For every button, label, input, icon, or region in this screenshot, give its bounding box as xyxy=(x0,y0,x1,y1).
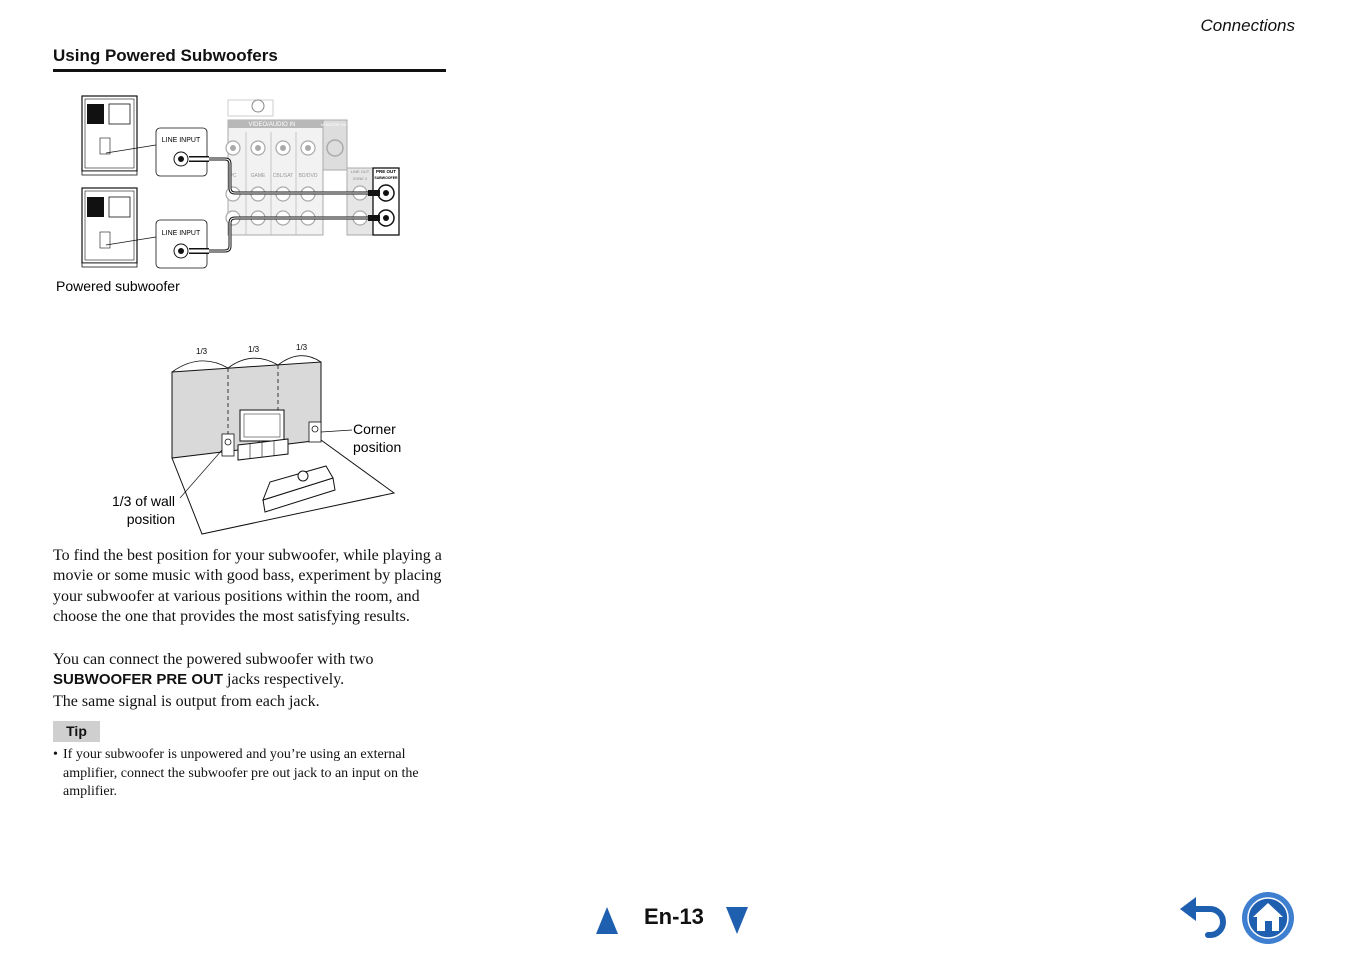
fraction-label-3: 1/3 xyxy=(296,343,308,352)
previous-page-arrow-icon[interactable] xyxy=(596,907,618,934)
line-input-label: LINE INPUT xyxy=(161,230,201,237)
line-input-callout-2 xyxy=(156,220,207,268)
powered-subwoofer-1 xyxy=(82,96,137,175)
receiver-rear-panel xyxy=(226,100,399,235)
section-header: Connections xyxy=(1200,16,1295,35)
subwoofer-wall-position xyxy=(222,434,234,456)
tip-note xyxy=(53,746,448,802)
line-input-callout-1 xyxy=(156,128,207,176)
back-arrow-icon[interactable] xyxy=(1178,895,1230,939)
paragraph-connection xyxy=(53,650,448,691)
corner-label-line1: Corner xyxy=(353,421,396,437)
powered-subwoofer-caption: Powered subwoofer xyxy=(56,278,180,294)
zone2-label: ZONE 2 xyxy=(352,176,368,181)
next-page-arrow-icon[interactable] xyxy=(726,907,748,934)
paragraph-signal: The same signal is output from each jack. xyxy=(53,693,320,710)
tip-badge: Tip xyxy=(53,721,100,742)
page-number: En-13 xyxy=(644,904,704,929)
page-navigation xyxy=(596,900,756,940)
tv-set xyxy=(238,410,288,460)
input-label-cbl-sat: CBL/SAT xyxy=(272,173,294,179)
sofa xyxy=(263,466,335,512)
wall-label-line1: 1/3 of wall xyxy=(111,493,175,509)
section-heading: Using Powered Subwoofers xyxy=(53,46,446,72)
wall-label-line2: position xyxy=(126,511,175,527)
paragraph-placement: To find the best position for your subwoofer, while playing a movie or some music with good bass, experiment by placing your subwoofer at various positions within the room, and choose the one that provides the most satisfying results. xyxy=(53,547,442,626)
subwoofer-pre-out-term: SUBWOOFER PRE OUT xyxy=(53,671,224,689)
tip-bullet: • xyxy=(53,747,58,762)
pre-out-label: PRE OUT xyxy=(375,169,397,174)
corner-label-line2: position xyxy=(353,439,402,455)
input-label-game: GAME xyxy=(250,173,266,179)
subwoofer-placement-diagram xyxy=(100,330,410,540)
powered-subwoofer-2 xyxy=(82,188,137,267)
home-button-icon[interactable] xyxy=(1240,890,1296,946)
paragraph-connection-end: jacks respectively. xyxy=(223,671,345,689)
monitor-out-label: MONITOR OUT xyxy=(320,122,350,127)
subwoofer-corner-position xyxy=(309,422,321,442)
line-input-label: LINE INPUT xyxy=(161,137,201,144)
fraction-label-2: 1/3 xyxy=(248,345,260,354)
line-out-label: LINE OUT xyxy=(350,169,370,174)
subwoofer-label: SUBWOOFER xyxy=(374,176,398,180)
input-label-pc: PC xyxy=(229,173,237,179)
subwoofer-connection-diagram xyxy=(50,90,410,305)
fraction-label-1: 1/3 xyxy=(196,347,208,356)
paragraph-connection-start: You can connect the powered subwoofer with two xyxy=(53,651,374,668)
input-label-bd-dvd: BD/DVD xyxy=(298,173,318,179)
tip-text: If your subwoofer is unpowered and you’re using an external amplifier, connect the subwoofer pre out jack to an input on the amplifier. xyxy=(63,747,419,799)
video-audio-in-label: VIDEO/AUDIO IN xyxy=(248,122,296,128)
